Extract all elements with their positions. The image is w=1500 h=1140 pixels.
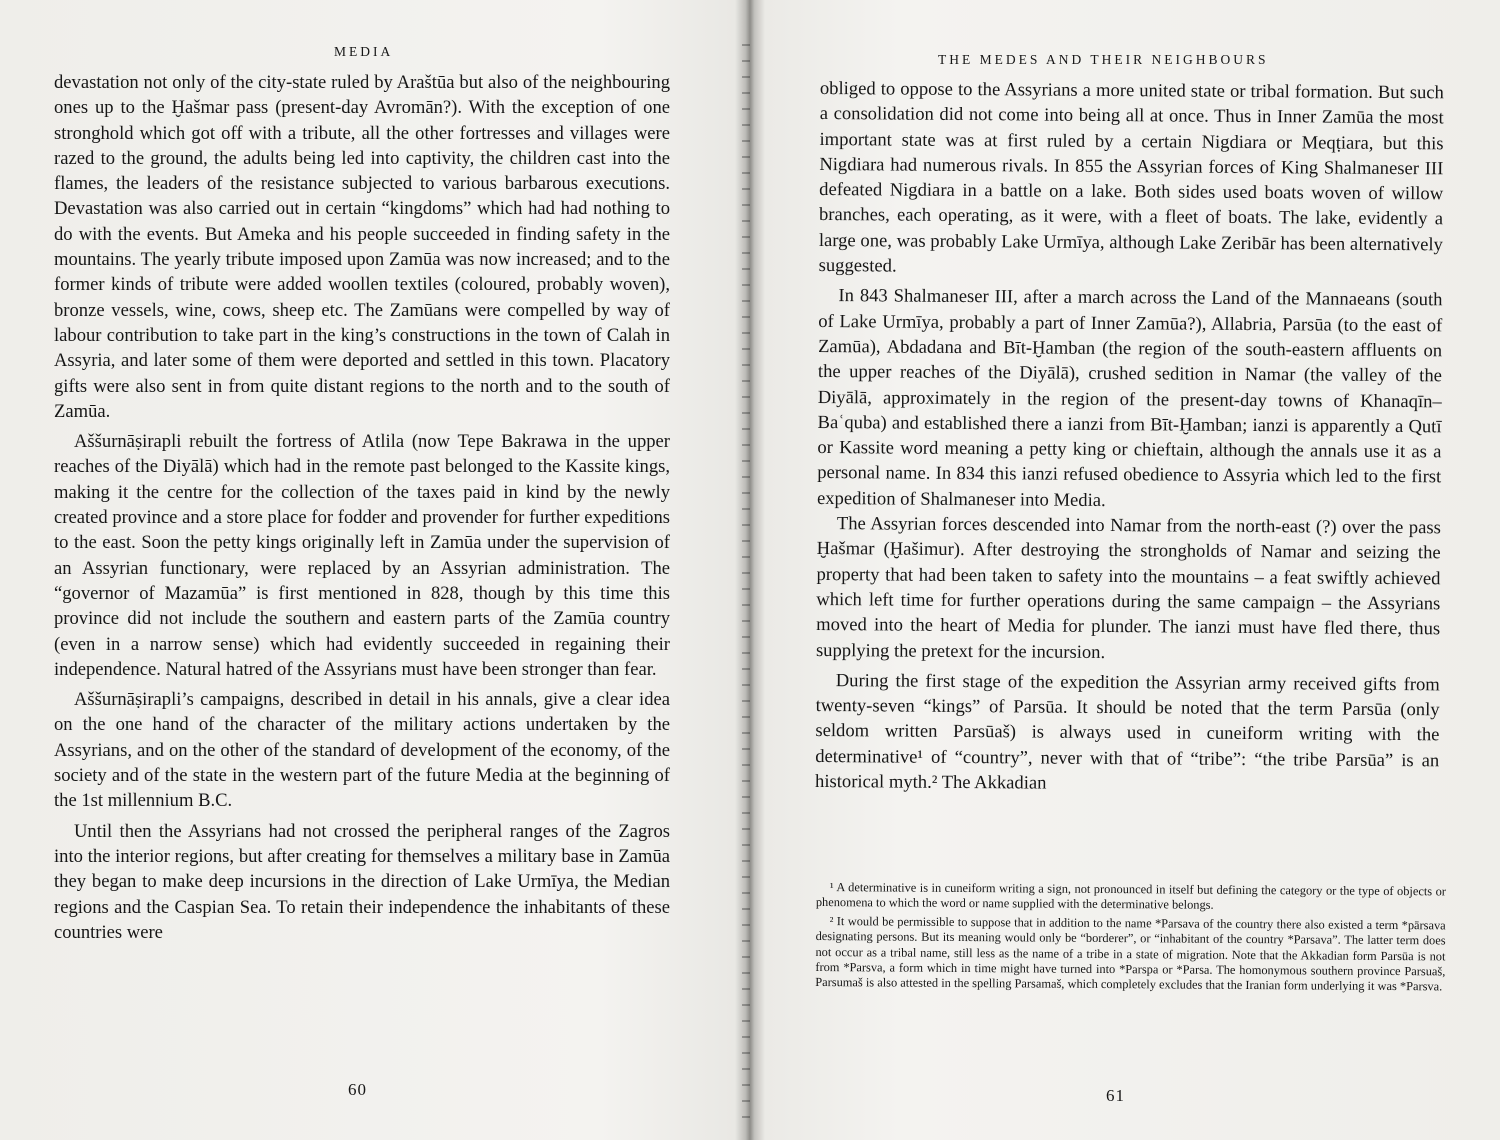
right-page-body [815,76,1444,799]
footnotes [815,880,1446,995]
left-page [0,0,740,1140]
footnote-1: ¹ A determinative is in cuneiform writing a sign, not pronounced in itself but defining the category or the type of objects or phenomena to which the word or name supplied with the determinative belongs. [815,880,1446,913]
page-number-left: 60 [348,1080,367,1099]
paragraph: Aššurnāṣirapli rebuilt the fortress of Atlila (now Tepe Bakrawa in the upper reaches of the Diyālā) which had in the remote past belonged to the Kassite kings, making it the centre for the collection of the taxes paid in kind by the newly created province and a store place for fodder and provender for further expeditions to the east. Soon the petty kings originally left in Zamūa under the supervision of an Assyrian functionary, were replaced by an Assyrian administration. The “governor of Mazamūa” is first mentioned in 828, though by this time this province did not include the southern and eastern parts of the Zamūa country (even in a narrow sense) which had evidently succeeded in regaining their independence. Natural hatred of the Assyrians must have been stronger than fear. [54,431,670,680]
paragraph: devastation not only of the city-state ruled by Araštūa but also of the neighbouring ones up to the Ḫašmar pass (present-day Avromān?). With the exception of one stronghold which got off with a tribute, all the other fortresses and villages were razed to the ground, the adults being led into captivity, the children cast into the flames, the leaders of the resistance subjected to various barbarous executions. Devastation was also carried out in certain “kingdoms” which had had nothing to do with the events. But Ameka and his people succeeded in finding safety in the mountains. The yearly tribute imposed upon Zamūa was now increased; and to the former kinds of tribute were added woollen textiles (coloured, probably woven), bronze vessels, wine, cows, sheep etc. The Zamūans were compelled by way of labour contribution to take part in the king’s constructions in the town of Calah in Assyria, and later some of them were deported and settled in this town. Placatory gifts were also sent in from quite distant regions to the north and to the south of Zamūa. [54,72,670,422]
paragraph: Aššurnāṣirapli’s campaigns, described in detail in his annals, give a clear idea on the one hand of the character of the military actions undertaken by the Assyrians, and on the other of the standard of development of the economy, of the society and of the state in the western part of the future Media at the beginning of the 1st millennium B.C. [54,689,670,812]
footnote-2: ² It would be permissible to suppose that in addition to the name *Parsava of the country there also existed a term *pārsava designating persons. But its meaning would only be “borderer”, or “inhabitant of the country *Parsava”. The latter term does not occur as a tribal name, still less as the name of a tribe in a state of migration. Note that the Akkadian form Parsūa is not from *Parsva, a form which in time might have turned into *Parspa or *Parsa. The homonymous southern province Parsuaš, Parsumaš is also attested in the spelling Parsamaš, which completely excludes that the Iranian form underlying it was *Parsva. [815,913,1446,994]
running-head-left: MEDIA [334,44,394,59]
paragraph: In 843 Shalmaneser III, after a march across the Land of the Mannaeans (south of Lake Urmīya, probably a part of Inner Zamūa?), Allabria, Parsūa (to the east of Zamūa), Abdadana and Bīt-Ḫamban (the region of the south-eastern affluents on the upper reaches of the Diyālā), crushed sedition in Namar (the valley of the Diyālā, approximately in the region of the present-day towns of Khanaqīn–Baʿquba) and established there a ianzi from Bīt-Ḫamban; ianzi is apparently a Qutī or Kassite word meaning a petty king or chieftain, although the annals use it as a personal name. In 834 this ianzi refused obedience to Assyria which led to the first expedition of Shalmaneser into Media. [816,285,1443,511]
binding-gutter [742,30,750,1130]
right-page [752,0,1500,1140]
paragraph: Until then the Assyrians had not crossed the peripheral ranges of the Zagros into the interior regions, but after creating for themselves a military base in Zamūa they began to make deep incursions in the direction of Lake Urmīya, the Median regions and the Caspian Sea. To retain their independence the inhabitants of these countries were [54,820,670,943]
paragraph: The Assyrian forces descended into Namar from the north-east (?) over the pass Ḫašmar (Ḫašimur). After destroying the strongholds of Namar and seizing the property that had been taken to safety into the mountains – a feat swiftly achieved which left time for further operations during the same campaign – the Assyrians moved into the heart of Media for plunder. The ianzi must have fled there, thus supplying the pretext for the incursion. [815,513,1441,663]
left-page-body [54,70,670,945]
paragraph: During the first stage of the expedition the Assyrian army received gifts from twenty-seven “kings” of Parsūa. It should be noted that the term Parsūa (only seldom written Parsūaš) is always used in cuneiform writing with the determinative¹ of “country”, never with that of “tribe”: “the tribe Parsūa” is an historical myth.² The Akkadian [815,669,1440,794]
page-number-right: 61 [1106,1086,1125,1105]
paragraph: obliged to oppose to the Assyrians a more united state or tribal formation. But such a consolidation did not come into being all at once. Thus in Inner Zamūa the most important state was at first ruled by a certain Nigdiara or Meqṭiara, but this Nigdiara had numerous rivals. In 855 the Assyrian forces of King Shalmaneser III defeated Nigdiara in a battle on a lake. Both sides used boats woven of willow branches, each operating, as it were, with a fleet of boats. The lake, evidently a large one, was probably Lake Urmīya, although Lake Zeribār has been alternatively suggested. [818,77,1444,277]
running-head-right: THE MEDES AND THEIR NEIGHBOURS [938,52,1269,67]
